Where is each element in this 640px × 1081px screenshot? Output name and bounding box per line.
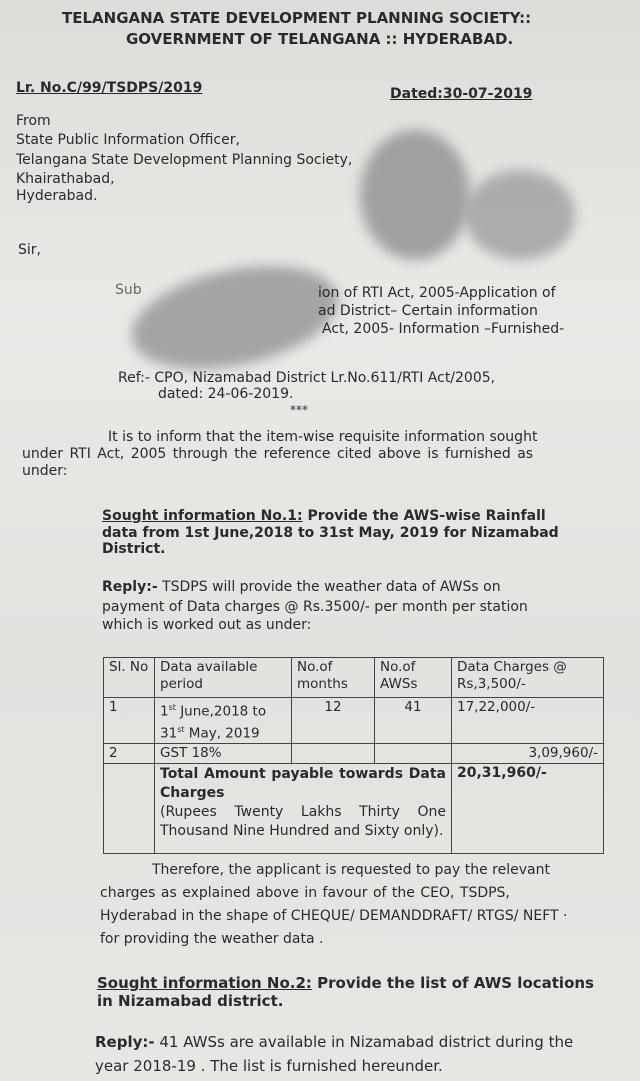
redaction-smudge xyxy=(122,249,347,386)
cell-aws: 41 xyxy=(375,698,452,744)
header-period: Data available period xyxy=(155,658,292,698)
data-charges-table xyxy=(103,657,604,854)
reply-1-text: payment of Data charges @ Rs.3500/- per month per station xyxy=(102,599,528,615)
sought-1-text: Provide the AWS-wise Rainfall xyxy=(302,508,546,524)
cell-period: GST 18% xyxy=(155,744,292,764)
separator-stars: *** xyxy=(290,403,308,417)
cell-months xyxy=(292,744,375,764)
cell-charges: 3,09,960/- xyxy=(452,744,604,764)
reply-2-label: Reply:- xyxy=(95,1033,155,1051)
letter-number: Lr. No.C/99/TSDPS/2019 xyxy=(16,80,203,96)
redaction-smudge xyxy=(465,170,575,260)
reply-1-text: TSDPS will provide the weather data of AWSs on xyxy=(157,579,501,595)
subject-line: ion of RTI Act, 2005-Application of xyxy=(318,285,556,301)
therefore-line: Hyderabad in the shape of CHEQUE/ DEMANDDRAFT/ RTGS/ NEFT · xyxy=(100,908,568,924)
table-row xyxy=(104,698,604,744)
sought-1-label: Sought information No.1: xyxy=(102,508,303,524)
reference-line: Ref:- CPO, Nizamabad District Lr.No.611/RTI Act/2005, xyxy=(118,370,496,386)
header-line-1: TELANGANA STATE DEVELOPMENT PLANNING SOCIETY:: xyxy=(62,9,532,27)
header-charges: Data Charges @ Rs,3,500/- xyxy=(452,658,604,698)
from-line: Khairathabad, xyxy=(16,171,115,187)
sought-2-text: in Nizamabad district. xyxy=(97,992,284,1010)
header-months: No.of months xyxy=(292,658,375,698)
cell-period: 1st June,2018 to 31st May, 2019 xyxy=(155,698,292,744)
total-value: 20,31,960/- xyxy=(452,764,604,854)
header-sl-no: Sl. No xyxy=(104,658,155,698)
intro-line: under RTI Act, 2005 through the reference cited above is furnished as xyxy=(22,446,534,462)
therefore-line: for providing the weather data . xyxy=(100,931,324,947)
cell-months: 12 xyxy=(292,698,375,744)
reference-date: dated: 24-06-2019. xyxy=(158,386,294,402)
cell-sl: 2 xyxy=(104,744,155,764)
total-label: Total Amount payable towards Data Charges xyxy=(160,766,446,801)
reply-1-text: which is worked out as under: xyxy=(102,617,312,633)
from-label: From xyxy=(16,113,51,129)
cell-charges: 17,22,000/- xyxy=(452,698,604,744)
header-aws: No.of AWSs xyxy=(375,658,452,698)
intro-line: It is to inform that the item-wise requisite information sought xyxy=(108,429,538,445)
intro-line: under: xyxy=(22,463,68,479)
from-line: Telangana State Development Planning Society, xyxy=(16,152,353,168)
subject-label: Sub xyxy=(115,282,142,298)
from-line: Hyderabad. xyxy=(16,188,98,204)
reply-2-text: year 2018-19 . The list is furnished hereunder. xyxy=(95,1057,443,1075)
sought-2-label: Sought information No.2: xyxy=(97,974,312,992)
cell-aws xyxy=(375,744,452,764)
sought-2-text: Provide the list of AWS locations xyxy=(311,974,594,992)
from-line: State Public Information Officer, xyxy=(16,132,240,148)
table-total-row xyxy=(104,764,604,854)
redaction-smudge xyxy=(360,130,470,260)
salutation: Sir, xyxy=(18,242,41,258)
table-row xyxy=(104,744,604,764)
therefore-line: Therefore, the applicant is requested to pay the relevant xyxy=(152,862,550,878)
cell-sl: 1 xyxy=(104,698,155,744)
total-in-words: (Rupees Twenty Lakhs Thirty One Thousand Nine Hundred and Sixty only). xyxy=(160,804,446,839)
header-line-2: GOVERNMENT OF TELANGANA :: HYDERABAD. xyxy=(126,30,514,48)
subject-line: ad District– Certain information xyxy=(318,303,538,319)
therefore-line: charges as explained above in favour of the CEO, TSDPS, xyxy=(100,885,510,901)
sought-1-text: District. xyxy=(102,541,166,557)
letter-date: Dated:30-07-2019 xyxy=(390,86,533,102)
sought-1-text: data from 1st June,2018 to 31st May, 2019 for Nizamabad xyxy=(102,525,559,541)
subject-line: Act, 2005- Information –Furnished- xyxy=(322,321,565,337)
reply-1-label: Reply:- xyxy=(102,579,158,595)
reply-2-text: 41 AWSs are available in Nizamabad district during the xyxy=(154,1033,574,1051)
